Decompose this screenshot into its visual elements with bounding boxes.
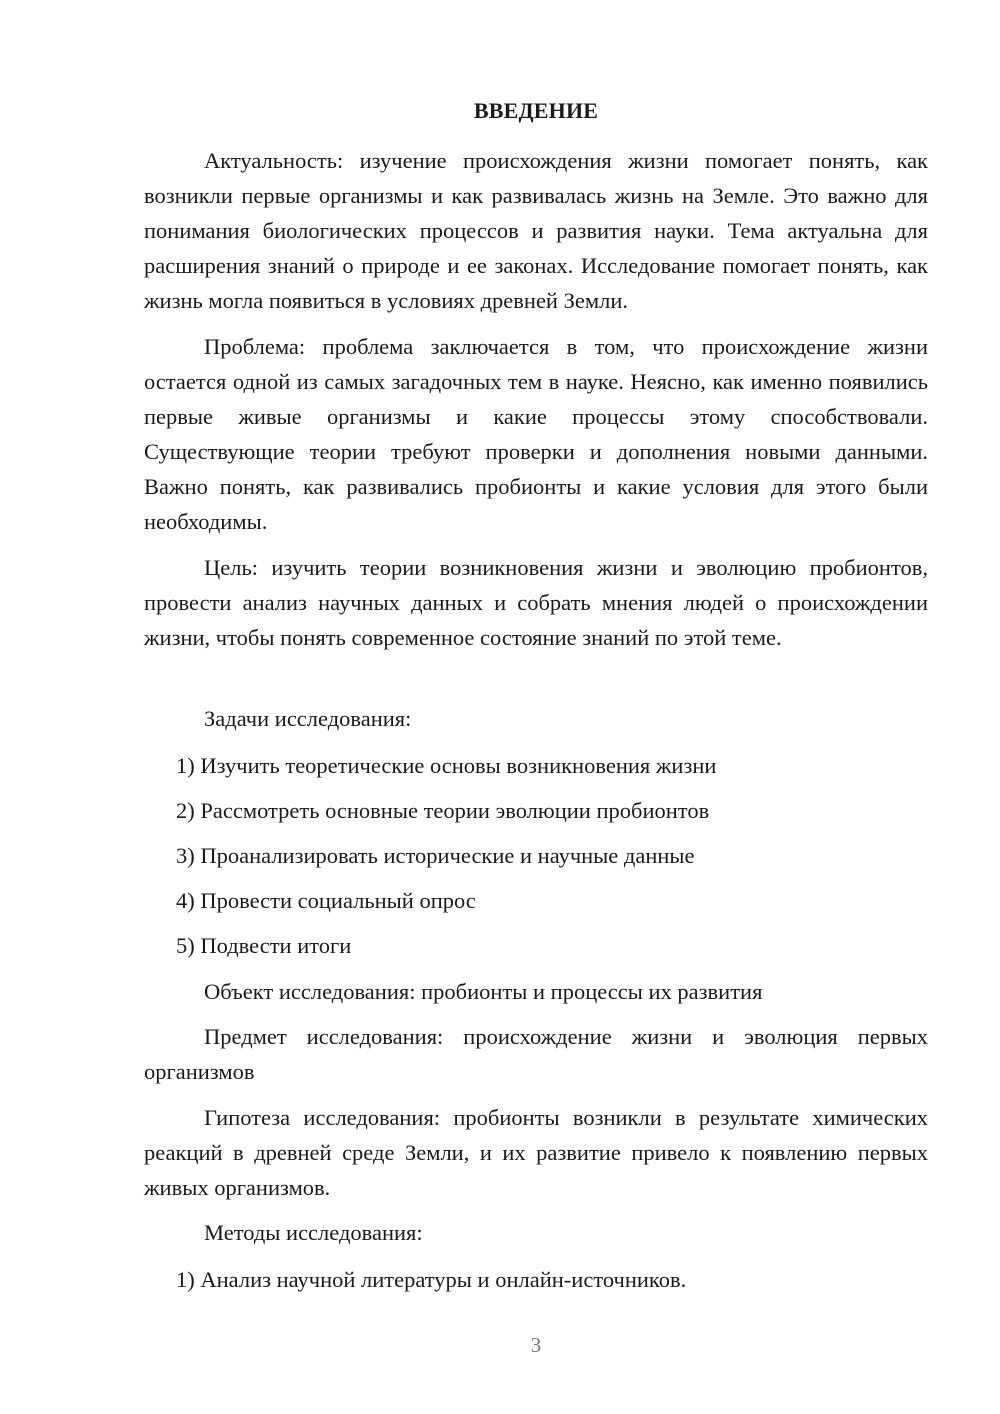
tasks-title: Задачи исследования: bbox=[204, 706, 412, 731]
method-item-1: 1) Анализ научной литературы и онлайн-источников. bbox=[176, 1267, 687, 1292]
problem-paragraph: Проблема: проблема заключается в том, что происхождение жизни остается одной из самых загадочных тем в науке. Неясно, как именно появились первые живые организмы и какие процессы этому способствовали. Существующие теории требуют проверки и дополнения новыми данными. Важно понять, как развивались пробионты и какие условия для этого были необходимы. bbox=[144, 334, 928, 534]
relevance-paragraph: Актуальность: изучение происхождения жизни помогает понять, как возникли первые организмы и как развивалась жизнь на Земле. Это важно для понимания биологических процессов и развития науки. Тема актуальна для расширения знаний о природе и ее законах. Исследование помогает понять, как жизнь могла появиться в условиях древней Земли. bbox=[144, 148, 928, 313]
subject-paragraph: Предмет исследования: происхождение жизни и эволюция первых организмов bbox=[144, 1024, 928, 1084]
task-item-5: 5) Подвести итоги bbox=[176, 933, 352, 958]
task-item-2: 2) Рассмотреть основные теории эволюции пробионтов bbox=[176, 798, 710, 823]
page-number: 3 bbox=[530, 1333, 542, 1357]
object-paragraph: Объект исследования: пробионты и процессы их развития bbox=[204, 979, 763, 1004]
methods-title: Методы исследования: bbox=[204, 1220, 423, 1245]
goal-paragraph: Цель: изучить теории возникновения жизни и эволюцию пробионтов, провести анализ научных данных и собрать мнения людей о происхождении жизни, чтобы понять современное состояние знаний по этой теме. bbox=[144, 555, 928, 650]
hypothesis-paragraph: Гипотеза исследования: пробионты возникли в результате химических реакций в древней среде Земли, и их развитие привело к появлению первых живых организмов. bbox=[144, 1105, 928, 1200]
task-item-3: 3) Проанализировать исторические и научные данные bbox=[176, 843, 695, 868]
task-item-1: 1) Изучить теоретические основы возникновения жизни bbox=[176, 753, 717, 778]
section-heading: ВВЕДЕНИЕ bbox=[473, 98, 599, 123]
task-item-4: 4) Провести социальный опрос bbox=[176, 888, 476, 913]
